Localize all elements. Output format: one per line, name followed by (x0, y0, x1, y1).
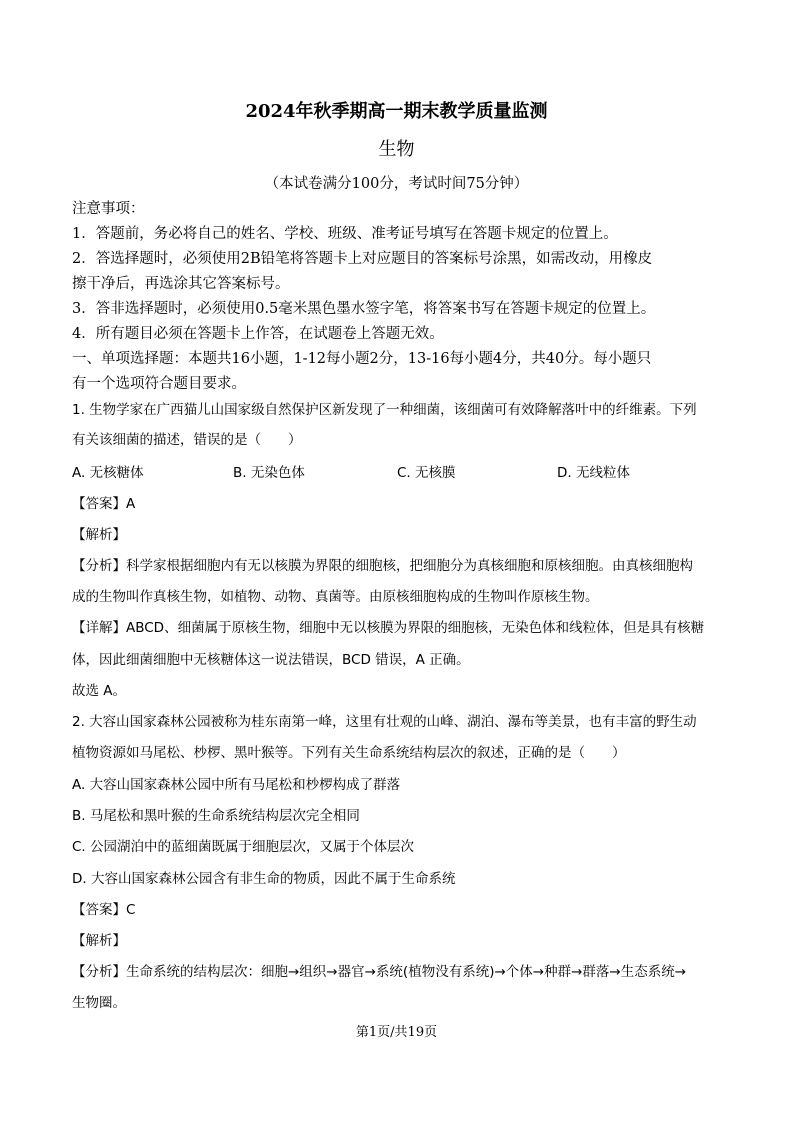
q2-option-a: A. 大容山国家森林公园中所有马尾松和杪椤构成了群落 (72, 777, 401, 793)
exam-title: 2024年秋季期高一期末教学质量监测 (245, 101, 548, 122)
notice-item-2: 2．答选择题时，必须使用2B铅笔将答题卡上对应题目的答案标号涂黑，如需改动，用橡皮 (72, 251, 653, 267)
q2-stem: 2. 大容山国家森林公园被称为桂东南第一峰，这里有壮观的山峰、湖泊、瀑布等美景，也有丰富的野生动 (72, 714, 697, 730)
q1-fenxi-cont: 成的生物叫作真核生物，如植物、动物、真菌等。由原核细胞构成的生物叫作原核生物。 (72, 589, 599, 605)
notice-item-4: 4．所有题目必须在答题卡上作答，在试题卷上答题无效。 (72, 326, 444, 342)
q1-xiangjie: 【详解】ABCD、细菌属于原核生物，细胞中无以核膜为界限的细胞核，无染色体和线粒体，但是具有核糖 (72, 620, 705, 636)
section-heading: 一、单项选择题：本题共16小题，1-12每小题2分，13-16每小题4分，共40分。每小题只 (72, 351, 652, 367)
q2-fenxi: 【分析】生命系统的结构层次：细胞→组织→器官→系统(植物没有系统)→个体→种群→群落→生态系统→ (72, 964, 687, 980)
exam-info: （本试卷满分100分，考试时间75分钟） (264, 176, 529, 192)
q1-option-c: C. 无核膜 (397, 465, 456, 481)
notice-item-2-cont: 擦干净后，再选涂其它答案标号。 (72, 276, 290, 292)
q1-stem-cont: 有关该细菌的描述，错误的是（ ） (72, 432, 302, 448)
notice-heading: 注意事项： (72, 201, 145, 217)
q2-option-c: C. 公园湖泊中的蓝细菌既属于细胞层次，又属于个体层次 (72, 839, 415, 855)
q1-analysis-label: 【解析】 (72, 527, 126, 543)
q1-fenxi: 【分析】科学家根据细胞内有无以核膜为界限的细胞核，把细胞分为真核细胞和原核细胞。由真核细胞构 (72, 558, 693, 574)
q1-xiangjie-cont: 体，因此细菌细胞中无核糖体这一说法错误，BCD 错误，A 正确。 (72, 652, 470, 668)
subject-title: 生物 (378, 139, 415, 160)
q2-answer: 【答案】C (72, 902, 136, 918)
q2-option-b: B. 马尾松和黑叶猴的生命系统结构层次完全相同 (72, 808, 360, 824)
q1-answer: 【答案】A (72, 496, 136, 512)
section-heading-cont: 有一个选项符合题目要求。 (72, 376, 246, 392)
q1-conclusion: 故选 A。 (72, 683, 127, 699)
notice-item-3: 3．答非选择题时，必须使用0.5毫米黑色墨水签字笔，将答案书写在答题卡规定的位置上。 (72, 301, 656, 317)
page-footer: 第1页/共19页 (355, 1025, 438, 1040)
q1-stem: 1. 生物学家在广西猫儿山国家级自然保护区新发现了一种细菌，该细菌可有效降解落叶中的纤维素。下列 (72, 402, 697, 418)
q2-option-d: D. 大容山国家森林公园含有非生命的物质，因此不属于生命系统 (72, 871, 456, 887)
q1-option-b: B. 无染色体 (233, 465, 305, 481)
q2-stem-cont: 植物资源如马尾松、杪椤、黑叶猴等。下列有关生命系统结构层次的叙述，正确的是（ ） (72, 745, 626, 761)
notice-item-1: 1．答题前，务必将自己的姓名、学校、班级、准考证号填写在答题卡规定的位置上。 (72, 226, 618, 242)
q1-option-d: D. 无线粒体 (557, 465, 630, 481)
q2-fenxi-cont: 生物圈。 (72, 995, 126, 1011)
q1-option-a: A. 无核糖体 (72, 465, 144, 481)
q2-analysis-label: 【解析】 (72, 933, 126, 949)
